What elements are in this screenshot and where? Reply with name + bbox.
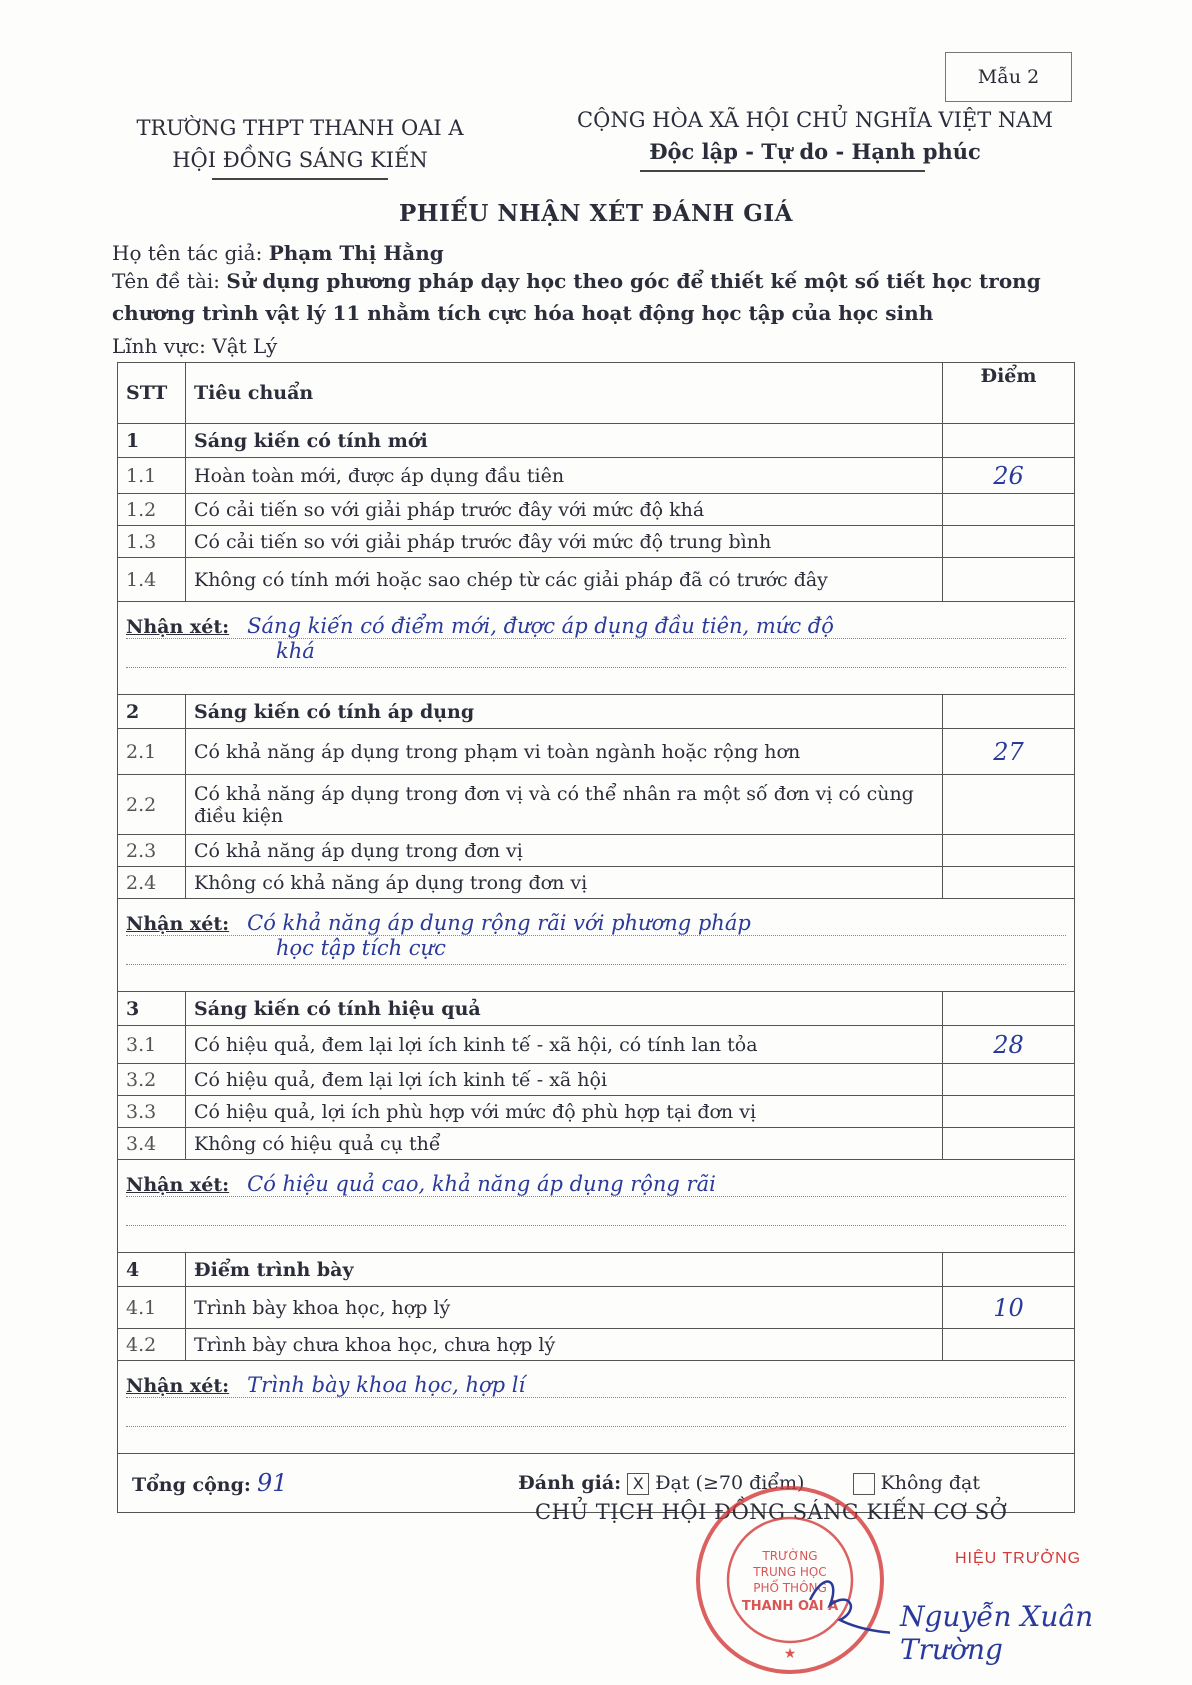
item-no: 1.4 — [118, 558, 186, 602]
section-score-cell — [943, 992, 1075, 1026]
criteria-row — [118, 835, 1075, 867]
comment-text: Sáng kiến có điểm mới, được áp dụng đầu tiên, mức độ — [247, 614, 834, 638]
field-line — [112, 330, 1102, 362]
total — [132, 1469, 287, 1497]
item-text: Có hiệu quả, lợi ích phù hợp với mức độ phù hợp tại đơn vị — [186, 1096, 943, 1128]
section-no: 4 — [118, 1253, 186, 1287]
criteria-row — [118, 558, 1075, 602]
criteria-row — [118, 458, 1075, 494]
form-code-box — [945, 52, 1072, 102]
item-no: 2.2 — [118, 775, 186, 835]
item-score[interactable]: 27 — [993, 737, 1024, 766]
comment-label: Nhận xét: — [126, 1375, 230, 1397]
page-title: PHIẾU NHẬN XÉT ĐÁNH GIÁ — [399, 200, 793, 227]
total-value: 91 — [256, 1469, 288, 1497]
eval-label: Đánh giá: — [518, 1471, 622, 1494]
criteria-row — [118, 1064, 1075, 1096]
school-header — [100, 112, 500, 176]
criteria-row — [118, 1096, 1075, 1128]
item-text: Trình bày chưa khoa học, chưa hợp lý — [186, 1329, 943, 1361]
section-no: 2 — [118, 695, 186, 729]
item-no: 2.1 — [118, 729, 186, 775]
school-name: TRƯỜNG THPT THANH OAI A — [136, 116, 464, 140]
comment-line-1[interactable] — [126, 608, 1066, 639]
fail-label: Không đạt — [880, 1471, 980, 1494]
comment-line-2[interactable] — [126, 1197, 1066, 1226]
form-code: Mẫu 2 — [977, 66, 1040, 88]
item-no: 4.1 — [118, 1287, 186, 1329]
total-label: Tổng cộng: — [132, 1474, 251, 1496]
col-score: Điểm — [943, 363, 1075, 424]
nation-motto: Độc lập - Tự do - Hạnh phúc — [649, 139, 981, 164]
section-row — [118, 1253, 1075, 1287]
item-text: Không có khả năng áp dụng trong đơn vị — [186, 867, 943, 899]
nation-name: CỘNG HÒA XÃ HỘI CHỦ NGHĨA VIỆT NAM — [577, 108, 1053, 132]
criteria-row — [118, 526, 1075, 558]
col-criteria: Tiêu chuẩn — [186, 363, 943, 424]
section-title: Sáng kiến có tính mới — [186, 424, 943, 458]
svg-text:TRƯỜNG: TRƯỜNG — [762, 1549, 818, 1563]
item-no: 2.3 — [118, 835, 186, 867]
comment-line-2[interactable]: khá — [126, 639, 1066, 668]
topic-text: Sử dụng phương pháp dạy học theo góc để thiết kế một số tiết học trong chương trình vật lý 11 nhằm tích cực hóa hoạt động học tập của học sinh — [112, 269, 1041, 325]
signature-heading: CHỦ TỊCH HỘI ĐỒNG SÁNG KIẾN CƠ SỞ — [535, 1500, 1008, 1524]
comment-row — [118, 1361, 1075, 1454]
item-no: 1.2 — [118, 494, 186, 526]
section-title: Sáng kiến có tính áp dụng — [186, 695, 943, 729]
comment-line-2[interactable]: học tập tích cực — [126, 936, 1066, 965]
comment-text: Trình bày khoa học, hợp lí — [247, 1373, 526, 1397]
author-label: Họ tên tác giả: — [112, 241, 263, 265]
item-text: Có khả năng áp dụng trong đơn vị — [186, 835, 943, 867]
criteria-table — [117, 362, 1075, 1513]
section-row — [118, 424, 1075, 458]
item-text: Không có hiệu quả cụ thể — [186, 1128, 943, 1160]
criteria-row — [118, 1026, 1075, 1064]
section-score-cell — [943, 1253, 1075, 1287]
item-no: 1.3 — [118, 526, 186, 558]
criteria-row — [118, 494, 1075, 526]
item-text: Có cải tiến so với giải pháp trước đây với mức độ khá — [186, 494, 943, 526]
comment-line-1[interactable] — [126, 1166, 1066, 1197]
motto-underline — [640, 170, 925, 172]
nation-header — [525, 104, 1105, 168]
section-score-cell — [943, 695, 1075, 729]
section-no: 1 — [118, 424, 186, 458]
item-score[interactable]: 26 — [993, 461, 1024, 490]
item-text: Hoàn toàn mới, được áp dụng đầu tiên — [186, 458, 943, 494]
council-name: HỘI ĐỒNG SÁNG KIẾN — [172, 148, 428, 172]
item-no: 2.4 — [118, 867, 186, 899]
item-text: Có hiệu quả, đem lại lợi ích kinh tế - xã hội — [186, 1064, 943, 1096]
svg-text:PHỔ THÔNG: PHỔ THÔNG — [753, 1581, 827, 1595]
criteria-row — [118, 1128, 1075, 1160]
school-seal-icon — [690, 1480, 890, 1680]
pass-label: Đạt (≥70 điểm) — [655, 1471, 805, 1494]
comment-row — [118, 1160, 1075, 1253]
item-text: Có khả năng áp dụng trong phạm vi toàn ngành hoặc rộng hơn — [186, 729, 943, 775]
criteria-row — [118, 775, 1075, 835]
item-text: Có khả năng áp dụng trong đơn vị và có thể nhân ra một số đơn vị có cùng điều kiện — [186, 775, 943, 835]
signer-name: Nguyễn Xuân Trường — [900, 1600, 1094, 1666]
item-score[interactable]: 28 — [993, 1030, 1024, 1059]
comment-label: Nhận xét: — [126, 616, 230, 638]
section-row — [118, 992, 1075, 1026]
comment-text: Có hiệu quả cao, khả năng áp dụng rộng rãi — [247, 1172, 716, 1196]
criteria-row — [118, 867, 1075, 899]
comment-text: Có khả năng áp dụng rộng rãi với phương pháp — [247, 911, 751, 935]
topic-label: Tên đề tài: — [112, 269, 221, 293]
svg-text:THANH OAI A: THANH OAI A — [741, 1599, 839, 1614]
item-score[interactable]: 10 — [993, 1293, 1024, 1322]
section-title: Sáng kiến có tính hiệu quả — [186, 992, 943, 1026]
field-value: Vật Lý — [212, 334, 278, 358]
item-text: Có hiệu quả, đem lại lợi ích kinh tế - xã hội, có tính lan tỏa — [186, 1026, 943, 1064]
signer-role: HIỆU TRƯỞNG — [955, 1550, 1082, 1567]
table-header-row — [118, 363, 1075, 424]
topic-line — [112, 265, 1112, 329]
svg-text:TRUNG HỌC: TRUNG HỌC — [753, 1565, 827, 1579]
item-text: Trình bày khoa học, hợp lý — [186, 1287, 943, 1329]
item-no: 4.2 — [118, 1329, 186, 1361]
comment-line-1[interactable] — [126, 905, 1066, 936]
item-text: Không có tính mới hoặc sao chép từ các giải pháp đã có trước đây — [186, 558, 943, 602]
item-no: 3.4 — [118, 1128, 186, 1160]
comment-line-2[interactable] — [126, 1398, 1066, 1427]
criteria-row — [118, 729, 1075, 775]
section-row — [118, 695, 1075, 729]
item-no: 3.2 — [118, 1064, 186, 1096]
criteria-row — [118, 1287, 1075, 1329]
section-score-cell — [943, 424, 1075, 458]
criteria-row — [118, 1329, 1075, 1361]
comment-label: Nhận xét: — [126, 913, 230, 935]
comment-row — [118, 899, 1075, 992]
svg-text:★: ★ — [783, 1646, 797, 1662]
item-text: Có cải tiến so với giải pháp trước đây với mức độ trung bình — [186, 526, 943, 558]
school-underline — [212, 178, 388, 180]
comment-line-1[interactable] — [126, 1367, 1066, 1398]
section-no: 3 — [118, 992, 186, 1026]
field-label: Lĩnh vực: — [112, 334, 206, 358]
item-no: 3.1 — [118, 1026, 186, 1064]
section-title: Điểm trình bày — [186, 1253, 943, 1287]
comment-row — [118, 602, 1075, 695]
pass-checkbox[interactable]: X — [627, 1473, 649, 1495]
col-stt: STT — [118, 363, 186, 424]
item-no: 3.3 — [118, 1096, 186, 1128]
comment-label: Nhận xét: — [126, 1174, 230, 1196]
item-no: 1.1 — [118, 458, 186, 494]
author-name: Phạm Thị Hằng — [268, 241, 444, 265]
